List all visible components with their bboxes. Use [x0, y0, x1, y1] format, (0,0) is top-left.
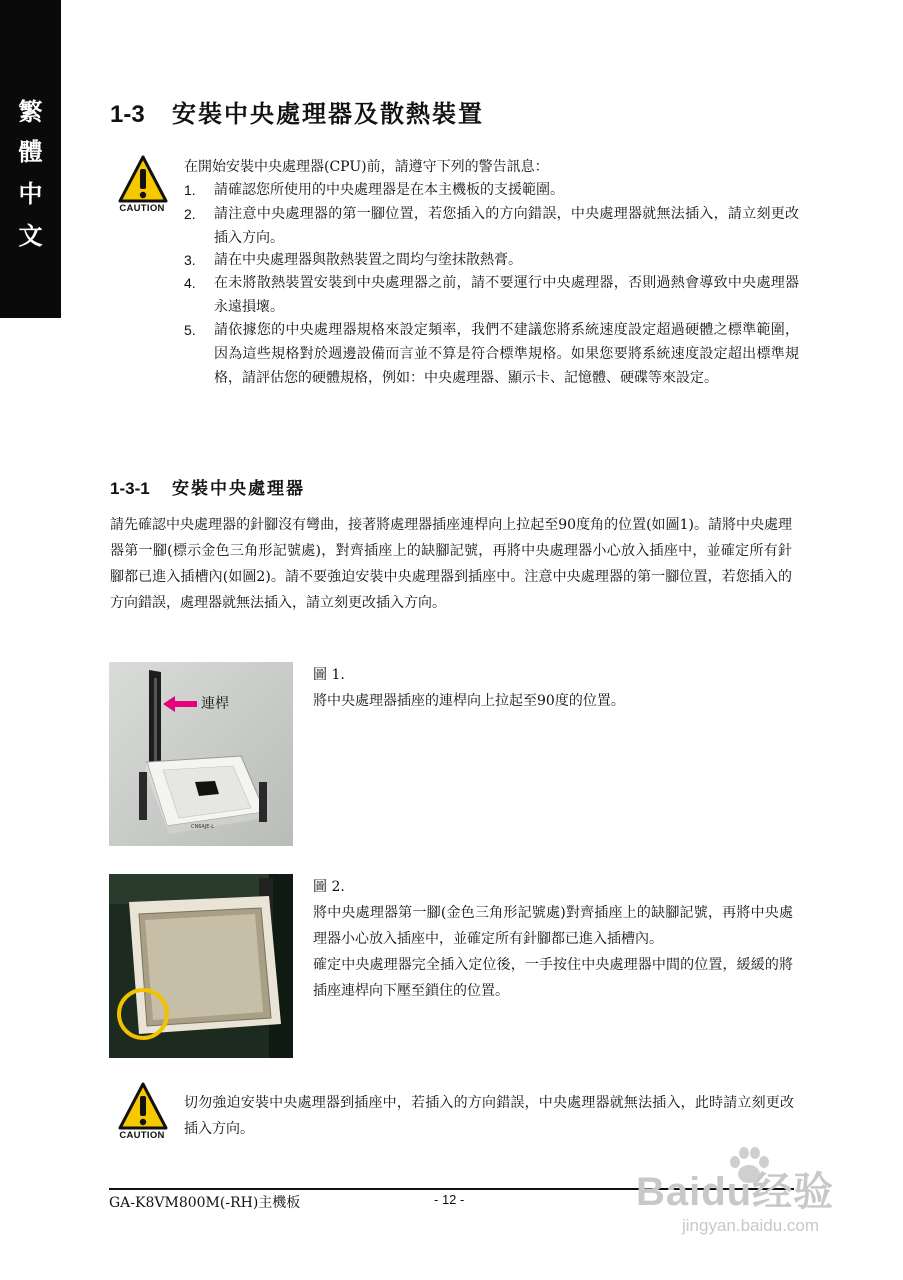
side-tab-char: 文: [18, 222, 43, 250]
warning-item: [184, 271, 799, 319]
subsection-heading: [110, 474, 305, 499]
warning-number: 4.: [184, 275, 196, 291]
subsection-number: 1-3-1: [110, 479, 150, 498]
warning-number: 5.: [184, 322, 196, 338]
side-tab-char: 繁: [18, 98, 43, 126]
section-number: 1-3: [110, 101, 145, 128]
figure1-caption: 將中央處理器插座的連桿向上拉起至90度的位置。: [313, 693, 625, 709]
section-title: 安裝中央處理器及散熱裝置: [172, 99, 484, 128]
intro-paragraph: 請先確認中央處理器的針腳沒有彎曲，接著將處理器插座連桿向上拉起至90度角的位置(如圖1)。請將中央處理器第一腳(標示金色三角形記號處)，對齊插座上的缺腳記號，再將中央處理器小心放入插座中，並確定所有針腳都已進入插槽內(如圖2)。請不要強迫安裝中央處理器到插座中。注意中央處理器的第一腳位置，若您插入的方向錯誤，處理器就無法插入，請立刻更改插入方向。: [110, 517, 792, 611]
footer-page-number: - 12 -: [434, 1192, 465, 1207]
figure1-socket-photo: [109, 662, 293, 846]
warning-number: 3.: [184, 252, 196, 268]
caution-icon: [118, 1082, 168, 1130]
side-tab-char: 中: [18, 180, 43, 208]
footer-product-name: GA-K8VM800M(-RH)主機板: [109, 1195, 301, 1211]
caution-label: CAUTION: [119, 203, 165, 214]
warning-item: [184, 248, 799, 272]
warning-text: 在未將散熱裝置安裝到中央處理器之前，請不要運行中央處理器，否則過熱會導致中央處理器永遠損壞。: [214, 275, 799, 315]
figure2-cpu-photo: [109, 874, 293, 1058]
figure1-text: [313, 662, 793, 714]
caution-icon: [118, 155, 168, 203]
figure2-paragraph: 將中央處理器第一腳(金色三角形記號處)對齊插座上的缺腳記號，再將中央處理器小心放入插座中，並確定所有針腳都已進入插槽內。: [313, 905, 793, 947]
socket-marking: CN6AJE-L: [191, 824, 215, 830]
warning-item: [184, 202, 799, 250]
figure2-text: [313, 874, 793, 1004]
caution-block: [112, 155, 176, 214]
figure1-label: 圖 1.: [313, 667, 345, 683]
figure2-label: 圖 2.: [313, 879, 345, 895]
watermark-brand: Baidu经验: [636, 1170, 835, 1214]
warning-number: 2.: [184, 206, 196, 222]
warning-item: [184, 178, 799, 202]
warning-intro: 在開始安裝中央處理器(CPU)前，請遵守下列的警告訊息：: [184, 159, 549, 175]
subsection-title: 安裝中央處理器: [172, 479, 305, 499]
caution-block: [112, 1082, 176, 1141]
warning-text: 請確認您所使用的中央處理器是在本主機板的支援範圍。: [214, 182, 564, 198]
lever-callout: 連桿: [201, 696, 229, 712]
warning-number: 1.: [184, 182, 196, 198]
warning-text: 請依據您的中央處理器規格來設定頻率，我們不建議您將系統速度設定超過硬體之標準範圍，因為這些規格對於週邊設備而言並不算是符合標準規格。如果您要將系統速度設定超出標準規格，請評估您的硬體規格，例如：中央處理器、顯示卡、記憶體、硬碟等來設定。: [214, 322, 799, 386]
language-side-tab: [0, 0, 61, 318]
warning-item: [184, 318, 799, 390]
warning-text: 請在中央處理器與散熱裝置之間均勻塗抹散熱膏。: [214, 252, 522, 268]
warning-text: 請注意中央處理器的第一腳位置，若您插入的方向錯誤，中央處理器就無法插入，請立刻更改插入方向。: [214, 206, 799, 246]
bottom-caution-note: 切勿強迫安裝中央處理器到插座中，若插入的方向錯誤，中央處理器就無法插入，此時請立刻更改插入方向。: [184, 1095, 794, 1137]
caution-label: CAUTION: [119, 1130, 165, 1141]
section-heading: [110, 94, 484, 129]
figure2-paragraph: 確定中央處理器完全插入定位後，一手按住中央處理器中間的位置，緩緩的將插座連桿向下壓至鎖住的位置。: [313, 957, 793, 999]
baidu-watermark: [636, 1150, 866, 1250]
side-tab-char: 體: [18, 138, 43, 166]
watermark-url: jingyan.baidu.com: [682, 1216, 820, 1235]
